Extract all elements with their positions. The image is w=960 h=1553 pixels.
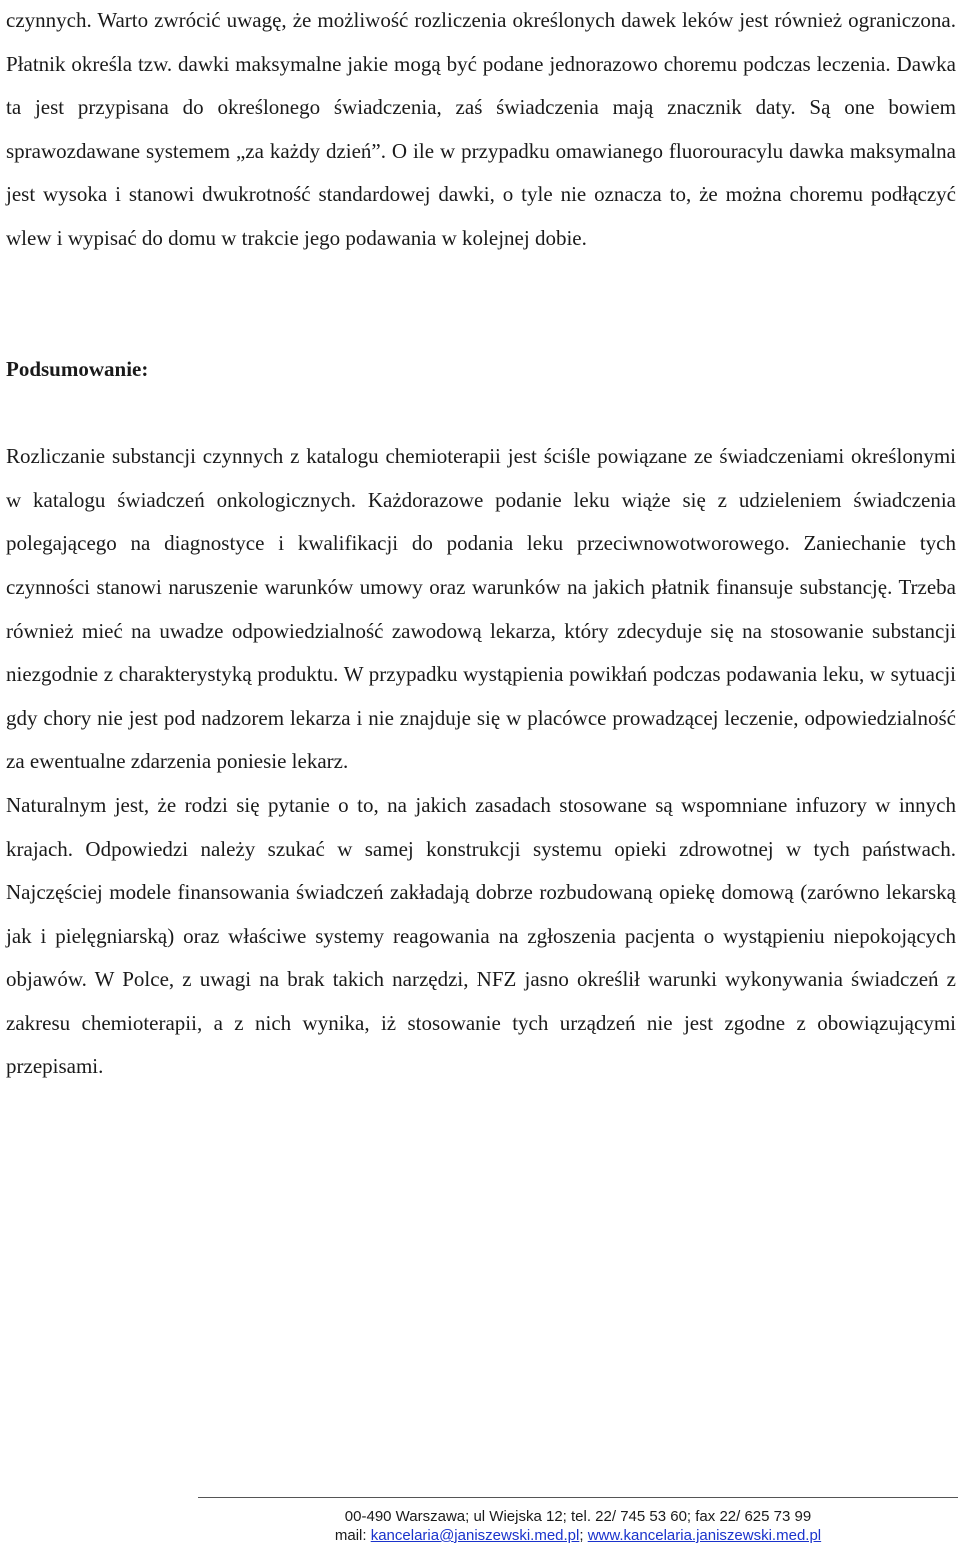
summary-heading: Podsumowanie:: [6, 356, 149, 381]
footer-address: 00-490 Warszawa; ul Wiejska 12; tel. 22/ 745 53 60; fax 22/ 625 73 99: [344, 1508, 812, 1525]
footer-separator: ;: [579, 1527, 588, 1544]
footer-mail-label: mail:: [334, 1527, 371, 1544]
summary-paragraph-1: Rozliczanie substancji czynnych z katalogu chemioterapii jest ściśle powiązane ze świadczeniami określonymi w katalogu świadczeń onkologicznych. Każdorazowe podanie leku wiąże się z udzieleniem świadczenia polegającego na diagnostyce i kwalifikacji do podania leku przeciwnowotworowego. Zaniechanie tych czynności stanowi naruszenie warunków umowy oraz warunków na jakich płatnik finansuje substancję. Trzeba również mieć na uwadze odpowiedzialność zawodową lekarza, który zdecyduje się na stosowanie substancji niezgodnie z charakterystyką produktu. W przypadku wystąpienia powikłań podczas podawania leku, w sytuacji gdy chory nie jest pod nadzorem lekarza i nie znajduje się w placówce prowadzącej leczenie, odpowiedzialność za ewentualne zdarzenia poniesie lekarz.: [6, 444, 956, 774]
footer-contact: [198, 1526, 958, 1545]
summary-paragraph-2: Naturalnym jest, że rodzi się pytanie o to, na jakich zasadach stosowane są wspomniane infuzory w innych krajach. Odpowiedzi należy szukać w samej konstrukcji systemu opieki zdrowotnej w tych państwach. Najczęściej modele finansowania świadczeń zakładają dobrze rozbudowaną opiekę domową (zarówno lekarską jak i pielęgniarską) oraz właściwe systemy reagowania na zgłoszenia pacjenta o wystąpieniu niepokojących objawów. W Polce, z uwagi na brak takich narzędzi, NFZ jasno określił warunki wykonywania świadczeń z zakresu chemioterapii, a z nich wynika, iż stosowanie tych urządzeń nie jest zgodne z obowiązującymi przepisami.: [6, 792, 956, 1079]
page-footer: [198, 1497, 958, 1545]
document-page: [6, 0, 956, 1089]
email-link[interactable]: kancelaria@janiszewski.med.pl: [370, 1527, 580, 1544]
intro-paragraph: czynnych. Warto zwrócić uwagę, że możliwość rozliczenia określonych dawek leków jest również ograniczona. Płatnik określa tzw. dawki maksymalne jakie mogą być podane jednorazowo choremu podczas leczenia. Dawka ta jest przypisana do określonego świadczenia, zaś świadczenia mają znacznik daty. Są one bowiem sprawozdawane systemem „za każdy dzień”. O ile w przypadku omawianego fluorouracylu dawka maksymalna jest wysoka i stanowi dwukrotność standardowej dawki, o tyle nie oznacza to, że można choremu podłączyć wlew i wypisać do domu w trakcie jego podawania w kolejnej dobie.: [6, 8, 956, 250]
website-link[interactable]: www.kancelaria.janiszewski.med.pl: [587, 1527, 822, 1544]
